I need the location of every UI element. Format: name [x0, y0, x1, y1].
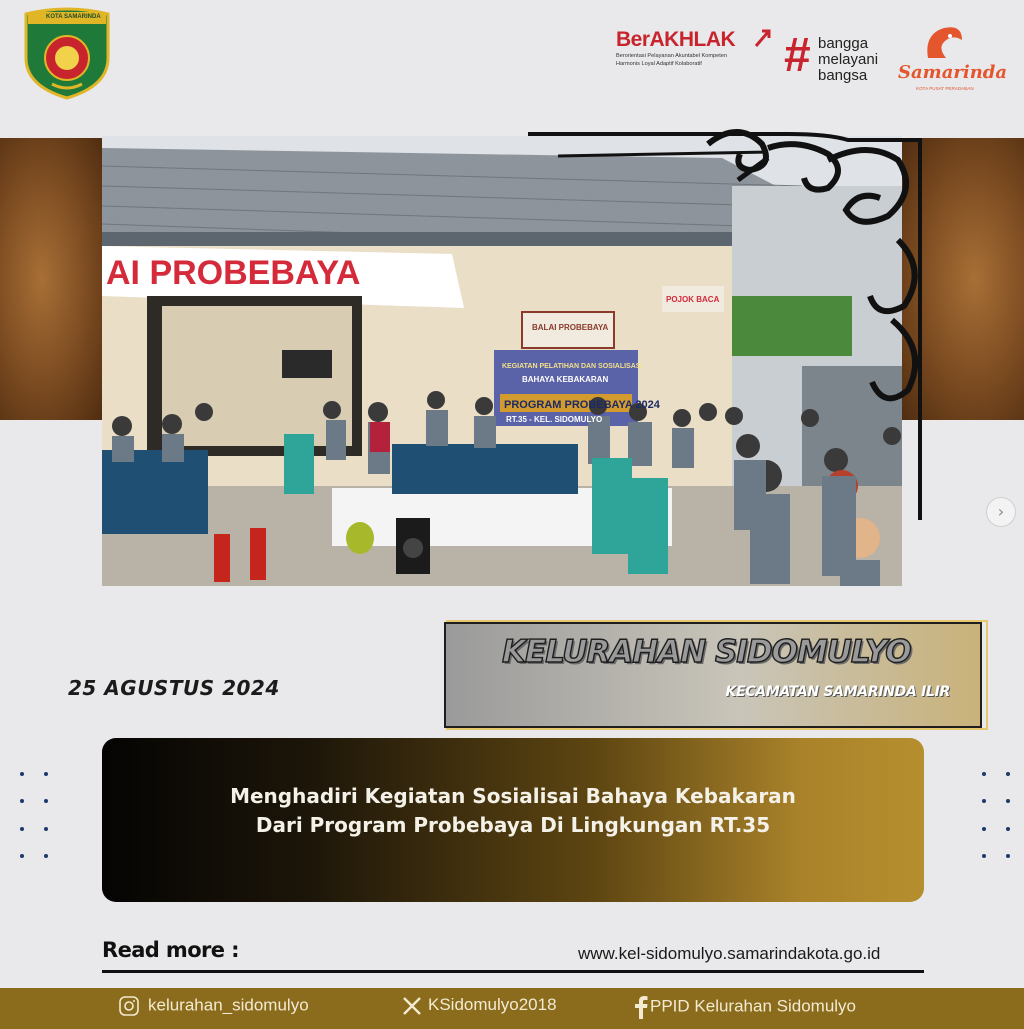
dot-pattern-right [982, 772, 1010, 862]
city-emblem-icon [22, 6, 112, 100]
facebook-link[interactable] [634, 995, 856, 1019]
website-link[interactable]: www.kel-sidomulyo.samarindakota.go.id [578, 944, 881, 963]
kelurahan-name: KELURAHAN SIDOMULYO [502, 634, 911, 670]
berakhlak-line-2: Harmonis Loyal Adaptif Kolaboratif [616, 61, 702, 67]
berakhlak-title: BerAKHLAK [616, 28, 736, 51]
instagram-icon [116, 995, 142, 1017]
samarinda-tagline: KOTA PUSAT PERADABAN [916, 86, 974, 91]
dot-pattern-left [20, 772, 48, 862]
bangga-melayani-logo [784, 29, 902, 88]
x-handle: KSidomulyo2018 [428, 995, 557, 1014]
event-date: 25 AGUSTUS 2024 [68, 676, 280, 700]
samarinda-logo [898, 24, 1008, 94]
photo-sign-small-1: BALAI PROBEBAYA [532, 323, 609, 332]
description-line-1: Menghadiri Kegiatan Sosialisai Bahaya Kebakaran [230, 784, 796, 808]
kelurahan-box [444, 622, 982, 728]
berakhlak-swoosh-icon [754, 28, 772, 48]
berakhlak-line-1: Berorientasi Pelayanan Akuntabel Kompeten [616, 53, 728, 59]
photo-sign-main: AI PROBEBAYA [106, 254, 361, 292]
facebook-handle: PPID Kelurahan Sidomulyo [650, 996, 857, 1016]
instagram-link[interactable] [116, 995, 309, 1017]
kecamatan-name: KECAMATAN SAMARINDA ILIR [725, 684, 950, 700]
photo-banner-line-1: KEGIATAN PELATIHAN DAN SOSIALISASI [502, 363, 643, 370]
photo-banner-line-3: PROGRAM PROBEBAYA 2024 [504, 399, 660, 411]
photo-banner-line-4: RT.35 - KEL. SIDOMULYO [506, 415, 603, 424]
bangga-line-2: melayani [818, 51, 879, 68]
berakhlak-logo [616, 28, 776, 98]
bangga-line-1: bangga [818, 35, 869, 52]
chevron-right-icon[interactable]: › [986, 497, 1016, 527]
photo-sign-small-2: POJOK BACA [666, 295, 720, 304]
bangga-line-3: bangsa [818, 67, 868, 84]
samarinda-wordmark: Samarinda [898, 62, 1008, 83]
read-more-label: Read more : [102, 938, 239, 962]
hashtag-mark: # [784, 29, 811, 82]
social-footer [0, 988, 1024, 1029]
ornament-swirl-icon [528, 120, 938, 540]
samarinda-mascot-icon [922, 24, 966, 64]
x-link[interactable] [402, 995, 557, 1016]
divider [102, 970, 924, 973]
x-icon [402, 996, 422, 1016]
facebook-icon [634, 995, 648, 1019]
emblem-label: KOTA SAMARINDA [46, 14, 101, 20]
instagram-handle: kelurahan_sidomulyo [148, 995, 309, 1015]
description-line-2: Dari Program Probebaya Di Lingkungan RT.35 [255, 813, 771, 837]
photo-banner-line-2: BAHAYA KEBAKARAN [522, 375, 609, 384]
leather-texture-left [0, 138, 104, 420]
description-banner [102, 738, 924, 902]
